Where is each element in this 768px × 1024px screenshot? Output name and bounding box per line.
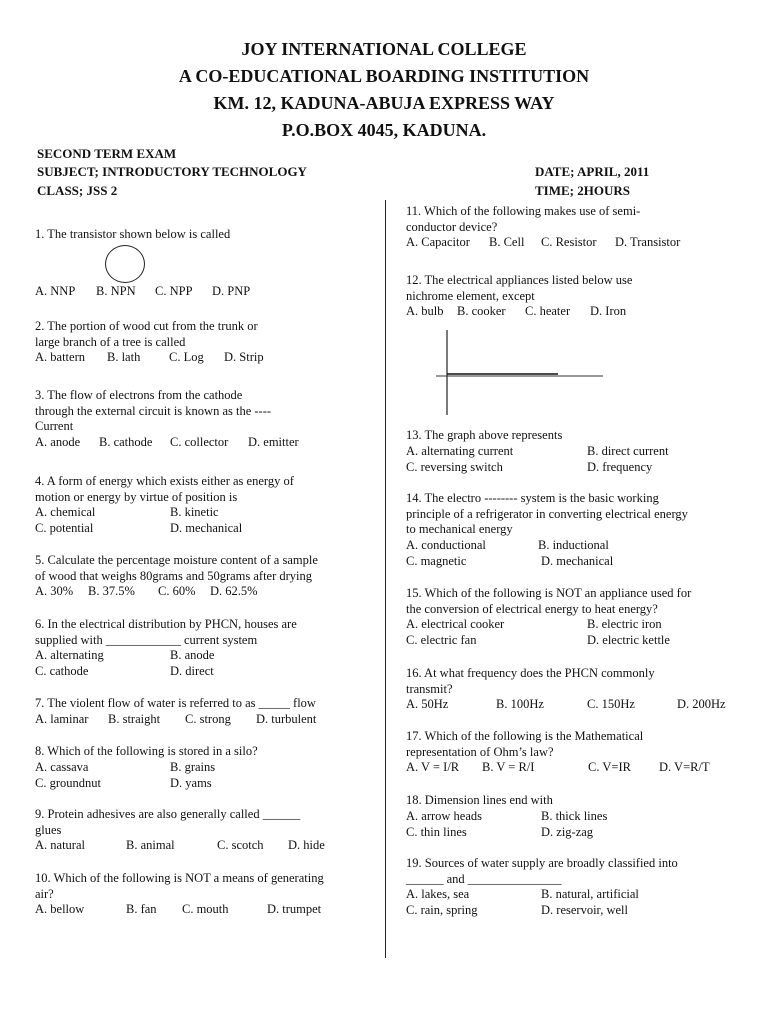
- option: D. reservoir, well: [541, 903, 628, 918]
- question-text: nichrome element, except: [406, 288, 535, 303]
- option: A. alternating current: [406, 443, 514, 458]
- option: B. straight: [108, 711, 161, 726]
- option: D. 200Hz: [677, 697, 726, 712]
- option: C. V=IR: [588, 760, 631, 775]
- option: C. mouth: [182, 902, 229, 917]
- question-11: [406, 204, 681, 251]
- question-text: glues: [35, 822, 62, 837]
- option: D. frequency: [587, 459, 653, 474]
- option: A. bellow: [35, 902, 85, 917]
- option: D. emitter: [248, 434, 299, 449]
- question-15: [406, 586, 691, 649]
- question-19: [406, 856, 678, 919]
- option: B. kinetic: [170, 505, 219, 520]
- question-13: [406, 428, 669, 476]
- question-14: [406, 491, 688, 570]
- option: B. lath: [107, 350, 141, 365]
- question-text: to mechanical energy: [406, 522, 513, 537]
- option: C. reversing switch: [406, 459, 503, 474]
- option: A. natural: [35, 838, 85, 853]
- exam-subject: SUBJECT; INTRODUCTORY TECHNOLOGY: [37, 164, 307, 179]
- option: C. Log: [169, 350, 204, 365]
- question-7: [35, 696, 316, 728]
- column-divider: [385, 200, 386, 958]
- option: A. cassava: [35, 759, 89, 774]
- option: C. cathode: [35, 664, 89, 679]
- question-text: of wood that weighs 80grams and 50grams after drying: [35, 568, 313, 583]
- transistor-symbol: [105, 245, 145, 283]
- option: B. electric iron: [587, 617, 662, 632]
- option: D. PNP: [212, 284, 251, 298]
- question-text: supplied with ____________ current system: [35, 632, 258, 647]
- option: C. collector: [170, 434, 229, 449]
- option: A. Capacitor: [406, 235, 470, 250]
- option: B. V = R/I: [482, 760, 535, 775]
- option: D. direct: [170, 664, 214, 679]
- question-text: 18. Dimension lines end with: [406, 793, 553, 807]
- option: B. natural, artificial: [541, 887, 639, 902]
- option: C. potential: [35, 521, 94, 536]
- question-text: through the external circuit is known as the ----: [35, 403, 272, 418]
- option: B. grains: [170, 759, 216, 774]
- option: D. electric kettle: [587, 633, 670, 648]
- exam-class: CLASS; JSS 2: [37, 183, 118, 198]
- question-text: large branch of a tree is called: [35, 334, 186, 349]
- question-text: 5. Calculate the percentage moisture content of a sample: [35, 553, 318, 567]
- option: D. V=R/T: [659, 760, 710, 775]
- institution-type: A CO-EDUCATIONAL BOARDING INSTITUTION: [178, 66, 590, 86]
- option: D. Iron: [590, 304, 627, 319]
- option: A. arrow heads: [406, 808, 483, 823]
- question-12: [406, 273, 632, 320]
- option: C. Resistor: [541, 235, 597, 250]
- option: B. animal: [126, 838, 175, 853]
- question-13-graph: [430, 330, 610, 420]
- option: A. bulb: [406, 304, 444, 319]
- exam-date: DATE; APRIL, 2011: [535, 164, 650, 179]
- option: A. battern: [35, 350, 85, 365]
- option: D. 62.5%: [210, 584, 258, 599]
- question-text: 12. The electrical appliances listed below use: [406, 273, 633, 287]
- option: A. 50Hz: [406, 697, 449, 712]
- question-text: 6. In the electrical distribution by PHCN, houses are: [35, 617, 297, 631]
- question-6: [35, 617, 297, 680]
- option: B. thick lines: [541, 808, 608, 823]
- college-address: KM. 12, KADUNA-ABUJA EXPRESS WAY: [213, 93, 555, 113]
- option: B. direct current: [587, 443, 669, 458]
- option: C. heater: [525, 304, 571, 319]
- question-9: [35, 807, 325, 854]
- question-text: 10. Which of the following is NOT a means of generating: [35, 871, 324, 885]
- option: B. 37.5%: [88, 584, 135, 599]
- option: C. 60%: [158, 584, 196, 599]
- question-text: 16. At what frequency does the PHCN commonly: [406, 666, 655, 680]
- option: C. magnetic: [406, 553, 467, 568]
- question-text: air?: [35, 886, 54, 901]
- option: A. V = I/R: [406, 760, 460, 775]
- right-column: [406, 0, 761, 1024]
- option: D. Transistor: [615, 235, 681, 250]
- option: B. inductional: [538, 537, 609, 552]
- option: B. cooker: [457, 304, 506, 319]
- question-text: 7. The violent flow of water is referred to as _____ flow: [35, 696, 316, 710]
- option: A. electrical cooker: [406, 617, 505, 632]
- question-text: 2. The portion of wood cut from the trunk or: [35, 319, 258, 333]
- option: B. fan: [126, 902, 157, 917]
- option: B. 100Hz: [496, 697, 544, 712]
- option: D. turbulent: [256, 711, 317, 726]
- option: D. Strip: [224, 350, 264, 365]
- question-text: 1. The transistor shown below is called: [35, 227, 231, 241]
- exam-term: SECOND TERM EXAM: [37, 146, 177, 161]
- exam-time: TIME; 2HOURS: [535, 183, 630, 198]
- question-text: 14. The electro -------- system is the basic working: [406, 491, 659, 505]
- option: D. yams: [170, 775, 212, 790]
- option: A. 30%: [35, 584, 74, 599]
- option: A. chemical: [35, 505, 96, 520]
- question-text: 8. Which of the following is stored in a silo?: [35, 744, 258, 758]
- question-5: [35, 553, 318, 600]
- option: C. NPP: [155, 284, 193, 298]
- question-2: [35, 319, 264, 366]
- option: C. scotch: [217, 838, 264, 853]
- question-text: 11. Which of the following makes use of semi-: [406, 204, 641, 218]
- option: C. groundnut: [35, 775, 101, 790]
- question-text: conductor device?: [406, 219, 498, 234]
- question-text: ______ and _______________: [406, 871, 562, 886]
- question-text: transmit?: [406, 681, 453, 696]
- option: C. 150Hz: [587, 697, 635, 712]
- question-8: [35, 744, 258, 792]
- left-column: [35, 0, 380, 1024]
- option: D. trumpet: [267, 902, 322, 917]
- question-17: [406, 729, 710, 776]
- question-text: the conversion of electrical energy to heat energy?: [406, 601, 658, 616]
- college-name: JOY INTERNATIONAL COLLEGE: [241, 39, 527, 59]
- option: C. rain, spring: [406, 903, 478, 918]
- option: A. NNP: [35, 284, 76, 298]
- option: A. alternating: [35, 648, 104, 663]
- option: C. electric fan: [406, 633, 477, 648]
- question-4: [35, 474, 294, 537]
- question-3: [35, 388, 299, 451]
- question-1: [35, 227, 230, 243]
- option: B. anode: [170, 648, 215, 663]
- question-text: motion or energy by virtue of position is: [35, 489, 238, 504]
- question-text: 9. Protein adhesives are also generally called ______: [35, 807, 301, 821]
- option: D. mechanical: [170, 521, 243, 536]
- question-10: [35, 871, 324, 918]
- question-text: 4. A form of energy which exists either as energy of: [35, 474, 294, 488]
- option: A. laminar: [35, 711, 89, 726]
- question-text: representation of Ohm’s law?: [406, 744, 554, 759]
- option: C. thin lines: [406, 824, 467, 839]
- option: B. cathode: [99, 434, 153, 449]
- question-text: 17. Which of the following is the Mathematical: [406, 729, 644, 743]
- question-text: 15. Which of the following is NOT an appliance used for: [406, 586, 692, 600]
- question-text: 13. The graph above represents: [406, 428, 563, 442]
- option: C. strong: [185, 711, 231, 726]
- option: A. anode: [35, 434, 81, 449]
- question-text: principle of a refrigerator in converting electrical energy: [406, 506, 688, 521]
- option: D. zig-zag: [541, 824, 594, 839]
- option: B. Cell: [489, 235, 525, 250]
- option: B. NPN: [96, 284, 136, 298]
- option: A. conductional: [406, 537, 486, 552]
- question-18: [406, 793, 608, 841]
- option: D. mechanical: [541, 553, 614, 568]
- option: A. lakes, sea: [406, 887, 470, 902]
- question-text: 3. The flow of electrons from the cathode: [35, 388, 243, 402]
- question-16: [406, 666, 726, 713]
- question-text: 19. Sources of water supply are broadly classified into: [406, 856, 678, 870]
- option: D. hide: [288, 838, 325, 853]
- question-text: Current: [35, 419, 74, 434]
- college-pobox: P.O.BOX 4045, KADUNA.: [281, 120, 487, 140]
